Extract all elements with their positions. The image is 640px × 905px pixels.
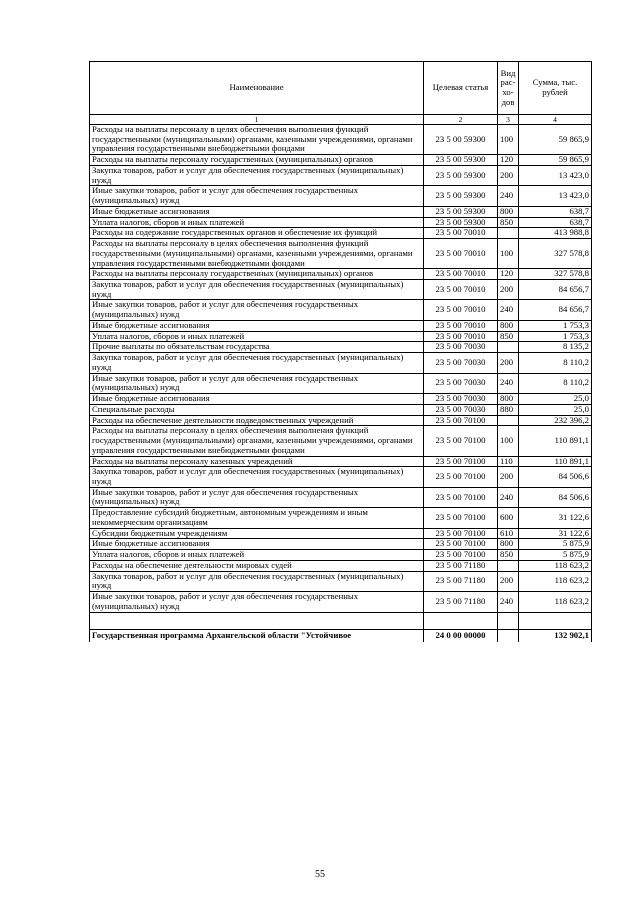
table-row xyxy=(90,415,592,426)
row-amount: 132 902,1 xyxy=(519,629,592,642)
row-name: Расходы на обеспечение деятельности подведомственных учреждений xyxy=(90,415,424,426)
table-row xyxy=(90,467,592,487)
row-target-article: 23 5 00 59300 xyxy=(424,186,498,206)
table-row xyxy=(90,353,592,373)
row-target-article: 23 5 00 59300 xyxy=(424,125,498,155)
row-expense-type: 120 xyxy=(498,269,519,280)
row-target-article: 23 5 00 70100 xyxy=(424,550,498,561)
row-expense-type: 850 xyxy=(498,217,519,228)
table-row xyxy=(90,487,592,507)
row-name: Расходы на обеспечение деятельности мировых судей xyxy=(90,560,424,571)
row-target-article: 23 5 00 71180 xyxy=(424,592,498,612)
row-expense-type: 200 xyxy=(498,165,519,185)
row-target-article: 23 5 00 71180 xyxy=(424,560,498,571)
row-name: Закупка товаров, работ и услуг для обеспечения государственных (муниципальных) нужд xyxy=(90,165,424,185)
row-expense-type: 240 xyxy=(498,487,519,507)
row-amount: 8 110,2 xyxy=(519,373,592,393)
row-target-article: 23 5 00 59300 xyxy=(424,155,498,166)
spacer-cell xyxy=(519,612,592,629)
row-amount: 13 423,0 xyxy=(519,165,592,185)
table-row xyxy=(90,186,592,206)
row-expense-type xyxy=(498,228,519,239)
row-expense-type: 100 xyxy=(498,426,519,456)
row-target-article: 23 5 00 59300 xyxy=(424,206,498,217)
row-amount: 8 110,2 xyxy=(519,353,592,373)
row-amount: 59 865,9 xyxy=(519,125,592,155)
row-expense-type: 100 xyxy=(498,239,519,269)
table-row xyxy=(90,331,592,342)
table-row xyxy=(90,508,592,528)
header-name: Наименование xyxy=(90,62,424,115)
row-expense-type: 850 xyxy=(498,331,519,342)
row-amount: 31 122,6 xyxy=(519,528,592,539)
row-name: Закупка товаров, работ и услуг для обеспечения государственных (муниципальных) нужд xyxy=(90,353,424,373)
row-name: Иные закупки товаров, работ и услуг для обеспечения государственных (муниципальных) нужд xyxy=(90,487,424,507)
table-row xyxy=(90,228,592,239)
row-expense-type: 240 xyxy=(498,592,519,612)
row-target-article: 23 5 00 70100 xyxy=(424,415,498,426)
spacer-cell xyxy=(424,612,498,629)
column-number: 1 xyxy=(90,115,424,125)
row-target-article: 23 5 00 70100 xyxy=(424,487,498,507)
row-target-article: 23 5 00 70010 xyxy=(424,331,498,342)
table-row xyxy=(90,528,592,539)
row-amount: 232 396,2 xyxy=(519,415,592,426)
row-target-article: 23 5 00 70010 xyxy=(424,320,498,331)
row-target-article: 23 5 00 71180 xyxy=(424,571,498,591)
row-amount: 84 506,6 xyxy=(519,467,592,487)
table-row xyxy=(90,456,592,467)
row-expense-type xyxy=(498,629,519,642)
row-amount: 118 623,2 xyxy=(519,571,592,591)
header-amount: Сумма, тыс. рублей xyxy=(519,62,592,115)
table-row xyxy=(90,269,592,280)
header-row xyxy=(90,62,592,115)
row-amount: 13 423,0 xyxy=(519,186,592,206)
row-target-article: 23 5 00 59300 xyxy=(424,217,498,228)
row-amount: 638,7 xyxy=(519,206,592,217)
column-number-row xyxy=(90,115,592,125)
row-name: Иные бюджетные ассигнования xyxy=(90,394,424,405)
row-expense-type: 800 xyxy=(498,206,519,217)
table-row xyxy=(90,592,592,612)
table-row xyxy=(90,373,592,393)
row-name: Закупка товаров, работ и услуг для обеспечения государственных (муниципальных) нужд xyxy=(90,571,424,591)
row-expense-type: 800 xyxy=(498,394,519,405)
row-amount: 110 891,1 xyxy=(519,456,592,467)
row-target-article: 23 5 00 70010 xyxy=(424,239,498,269)
row-target-article: 23 5 00 70100 xyxy=(424,539,498,550)
row-name: Расходы на выплаты персоналу казенных учреждений xyxy=(90,456,424,467)
row-amount: 413 988,8 xyxy=(519,228,592,239)
row-amount: 327 578,8 xyxy=(519,269,592,280)
row-name: Государственная программа Архангельской области "Устойчивое xyxy=(90,629,424,642)
row-expense-type: 240 xyxy=(498,373,519,393)
header-expense-type: Вид рас-хо-дов xyxy=(498,62,519,115)
table-body xyxy=(90,125,592,613)
row-target-article: 23 5 00 70010 xyxy=(424,228,498,239)
row-name: Специальные расходы xyxy=(90,404,424,415)
row-target-article: 23 5 00 70010 xyxy=(424,300,498,320)
row-amount: 1 753,3 xyxy=(519,320,592,331)
column-number: 4 xyxy=(519,115,592,125)
row-expense-type xyxy=(498,560,519,571)
spacer-cell xyxy=(498,612,519,629)
row-amount: 638,7 xyxy=(519,217,592,228)
row-name: Иные закупки товаров, работ и услуг для обеспечения государственных (муниципальных) нужд xyxy=(90,592,424,612)
row-target-article: 23 5 00 70100 xyxy=(424,426,498,456)
row-target-article: 23 5 00 70100 xyxy=(424,528,498,539)
row-name: Расходы на выплаты персоналу государственных (муниципальных) органов xyxy=(90,269,424,280)
row-name: Расходы на выплаты персоналу в целях обеспечения выполнения функций государственными (муниципальными) органами, казенными учреждениями, органами управления государственными внебюджетными фондами xyxy=(90,239,424,269)
table-row xyxy=(90,165,592,185)
row-expense-type: 610 xyxy=(498,528,519,539)
table-row xyxy=(90,206,592,217)
row-expense-type xyxy=(498,415,519,426)
row-name: Расходы на выплаты персоналу государственных (муниципальных) органов xyxy=(90,155,424,166)
row-target-article: 23 5 00 70030 xyxy=(424,404,498,415)
row-amount: 5 875,9 xyxy=(519,550,592,561)
row-expense-type: 120 xyxy=(498,155,519,166)
row-expense-type: 880 xyxy=(498,404,519,415)
row-expense-type: 240 xyxy=(498,300,519,320)
row-name: Предоставление субсидий бюджетным, автономным учреждениям и иным некоммерческим организациям xyxy=(90,508,424,528)
table-row xyxy=(90,155,592,166)
row-name: Уплата налогов, сборов и иных платежей xyxy=(90,217,424,228)
row-name: Уплата налогов, сборов и иных платежей xyxy=(90,550,424,561)
row-amount: 118 623,2 xyxy=(519,560,592,571)
table-row xyxy=(90,560,592,571)
table-row xyxy=(90,539,592,550)
row-expense-type xyxy=(498,342,519,353)
row-target-article: 23 5 00 70030 xyxy=(424,342,498,353)
row-expense-type: 850 xyxy=(498,550,519,561)
row-expense-type: 800 xyxy=(498,539,519,550)
table-row xyxy=(90,571,592,591)
row-expense-type: 200 xyxy=(498,467,519,487)
row-amount: 31 122,6 xyxy=(519,508,592,528)
row-expense-type: 110 xyxy=(498,456,519,467)
program-total-row xyxy=(90,629,592,642)
row-name: Уплата налогов, сборов и иных платежей xyxy=(90,331,424,342)
budget-table xyxy=(89,61,592,642)
column-number: 2 xyxy=(424,115,498,125)
row-amount: 59 865,9 xyxy=(519,155,592,166)
row-name: Иные закупки товаров, работ и услуг для обеспечения государственных (муниципальных) нужд xyxy=(90,373,424,393)
table-row xyxy=(90,320,592,331)
row-expense-type: 800 xyxy=(498,320,519,331)
row-target-article: 23 5 00 70030 xyxy=(424,373,498,393)
table-row xyxy=(90,217,592,228)
row-target-article: 23 5 00 70010 xyxy=(424,269,498,280)
row-target-article: 23 5 00 70100 xyxy=(424,467,498,487)
row-target-article: 23 5 00 70030 xyxy=(424,394,498,405)
row-amount: 84 506,6 xyxy=(519,487,592,507)
row-amount: 1 753,3 xyxy=(519,331,592,342)
row-name: Расходы на выплаты персоналу в целях обеспечения выполнения функций государственными (муниципальными) органами, казенными учреждениями, органами управления государственными внебюджетными фондами xyxy=(90,125,424,155)
row-expense-type: 100 xyxy=(498,125,519,155)
row-name: Закупка товаров, работ и услуг для обеспечения государственных (муниципальных) нужд xyxy=(90,467,424,487)
row-name: Иные бюджетные ассигнования xyxy=(90,539,424,550)
table-row xyxy=(90,426,592,456)
row-target-article: 23 5 00 70030 xyxy=(424,353,498,373)
row-expense-type: 600 xyxy=(498,508,519,528)
spacer-cell xyxy=(90,612,424,629)
table-row xyxy=(90,394,592,405)
row-amount: 110 891,1 xyxy=(519,426,592,456)
row-amount: 25,0 xyxy=(519,404,592,415)
table-row xyxy=(90,300,592,320)
row-name: Субсидии бюджетным учреждениям xyxy=(90,528,424,539)
table-row xyxy=(90,239,592,269)
page-number: 55 xyxy=(315,869,325,880)
row-expense-type: 200 xyxy=(498,353,519,373)
row-target-article: 23 5 00 70100 xyxy=(424,508,498,528)
row-target-article: 24 0 00 00000 xyxy=(424,629,498,642)
row-name: Закупка товаров, работ и услуг для обеспечения государственных (муниципальных) нужд xyxy=(90,280,424,300)
table-row xyxy=(90,550,592,561)
row-amount: 5 875,9 xyxy=(519,539,592,550)
row-name: Расходы на содержание государственных органов и обеспечение их функций xyxy=(90,228,424,239)
row-name: Иные закупки товаров, работ и услуг для обеспечения государственных (муниципальных) нужд xyxy=(90,300,424,320)
column-number: 3 xyxy=(498,115,519,125)
spacer-row xyxy=(90,612,592,629)
row-amount: 118 623,2 xyxy=(519,592,592,612)
row-name: Иные бюджетные ассигнования xyxy=(90,320,424,331)
row-amount: 327 578,8 xyxy=(519,239,592,269)
row-expense-type: 200 xyxy=(498,280,519,300)
row-amount: 25,0 xyxy=(519,394,592,405)
header-target-article: Целевая статья xyxy=(424,62,498,115)
row-amount: 84 656,7 xyxy=(519,300,592,320)
table-row xyxy=(90,404,592,415)
row-target-article: 23 5 00 59300 xyxy=(424,165,498,185)
row-name: Прочие выплаты по обязательствам государства xyxy=(90,342,424,353)
row-name: Иные закупки товаров, работ и услуг для обеспечения государственных (муниципальных) нужд xyxy=(90,186,424,206)
row-expense-type: 240 xyxy=(498,186,519,206)
row-amount: 8 135,2 xyxy=(519,342,592,353)
row-name: Иные бюджетные ассигнования xyxy=(90,206,424,217)
row-amount: 84 656,7 xyxy=(519,280,592,300)
table-row xyxy=(90,280,592,300)
row-target-article: 23 5 00 70100 xyxy=(424,456,498,467)
table-row xyxy=(90,125,592,155)
table-row xyxy=(90,342,592,353)
row-name: Расходы на выплаты персоналу в целях обеспечения выполнения функций государственными (муниципальными) органами, казенными учреждениями, органами управления государственными внебюджетными фондами xyxy=(90,426,424,456)
row-expense-type: 200 xyxy=(498,571,519,591)
row-target-article: 23 5 00 70010 xyxy=(424,280,498,300)
